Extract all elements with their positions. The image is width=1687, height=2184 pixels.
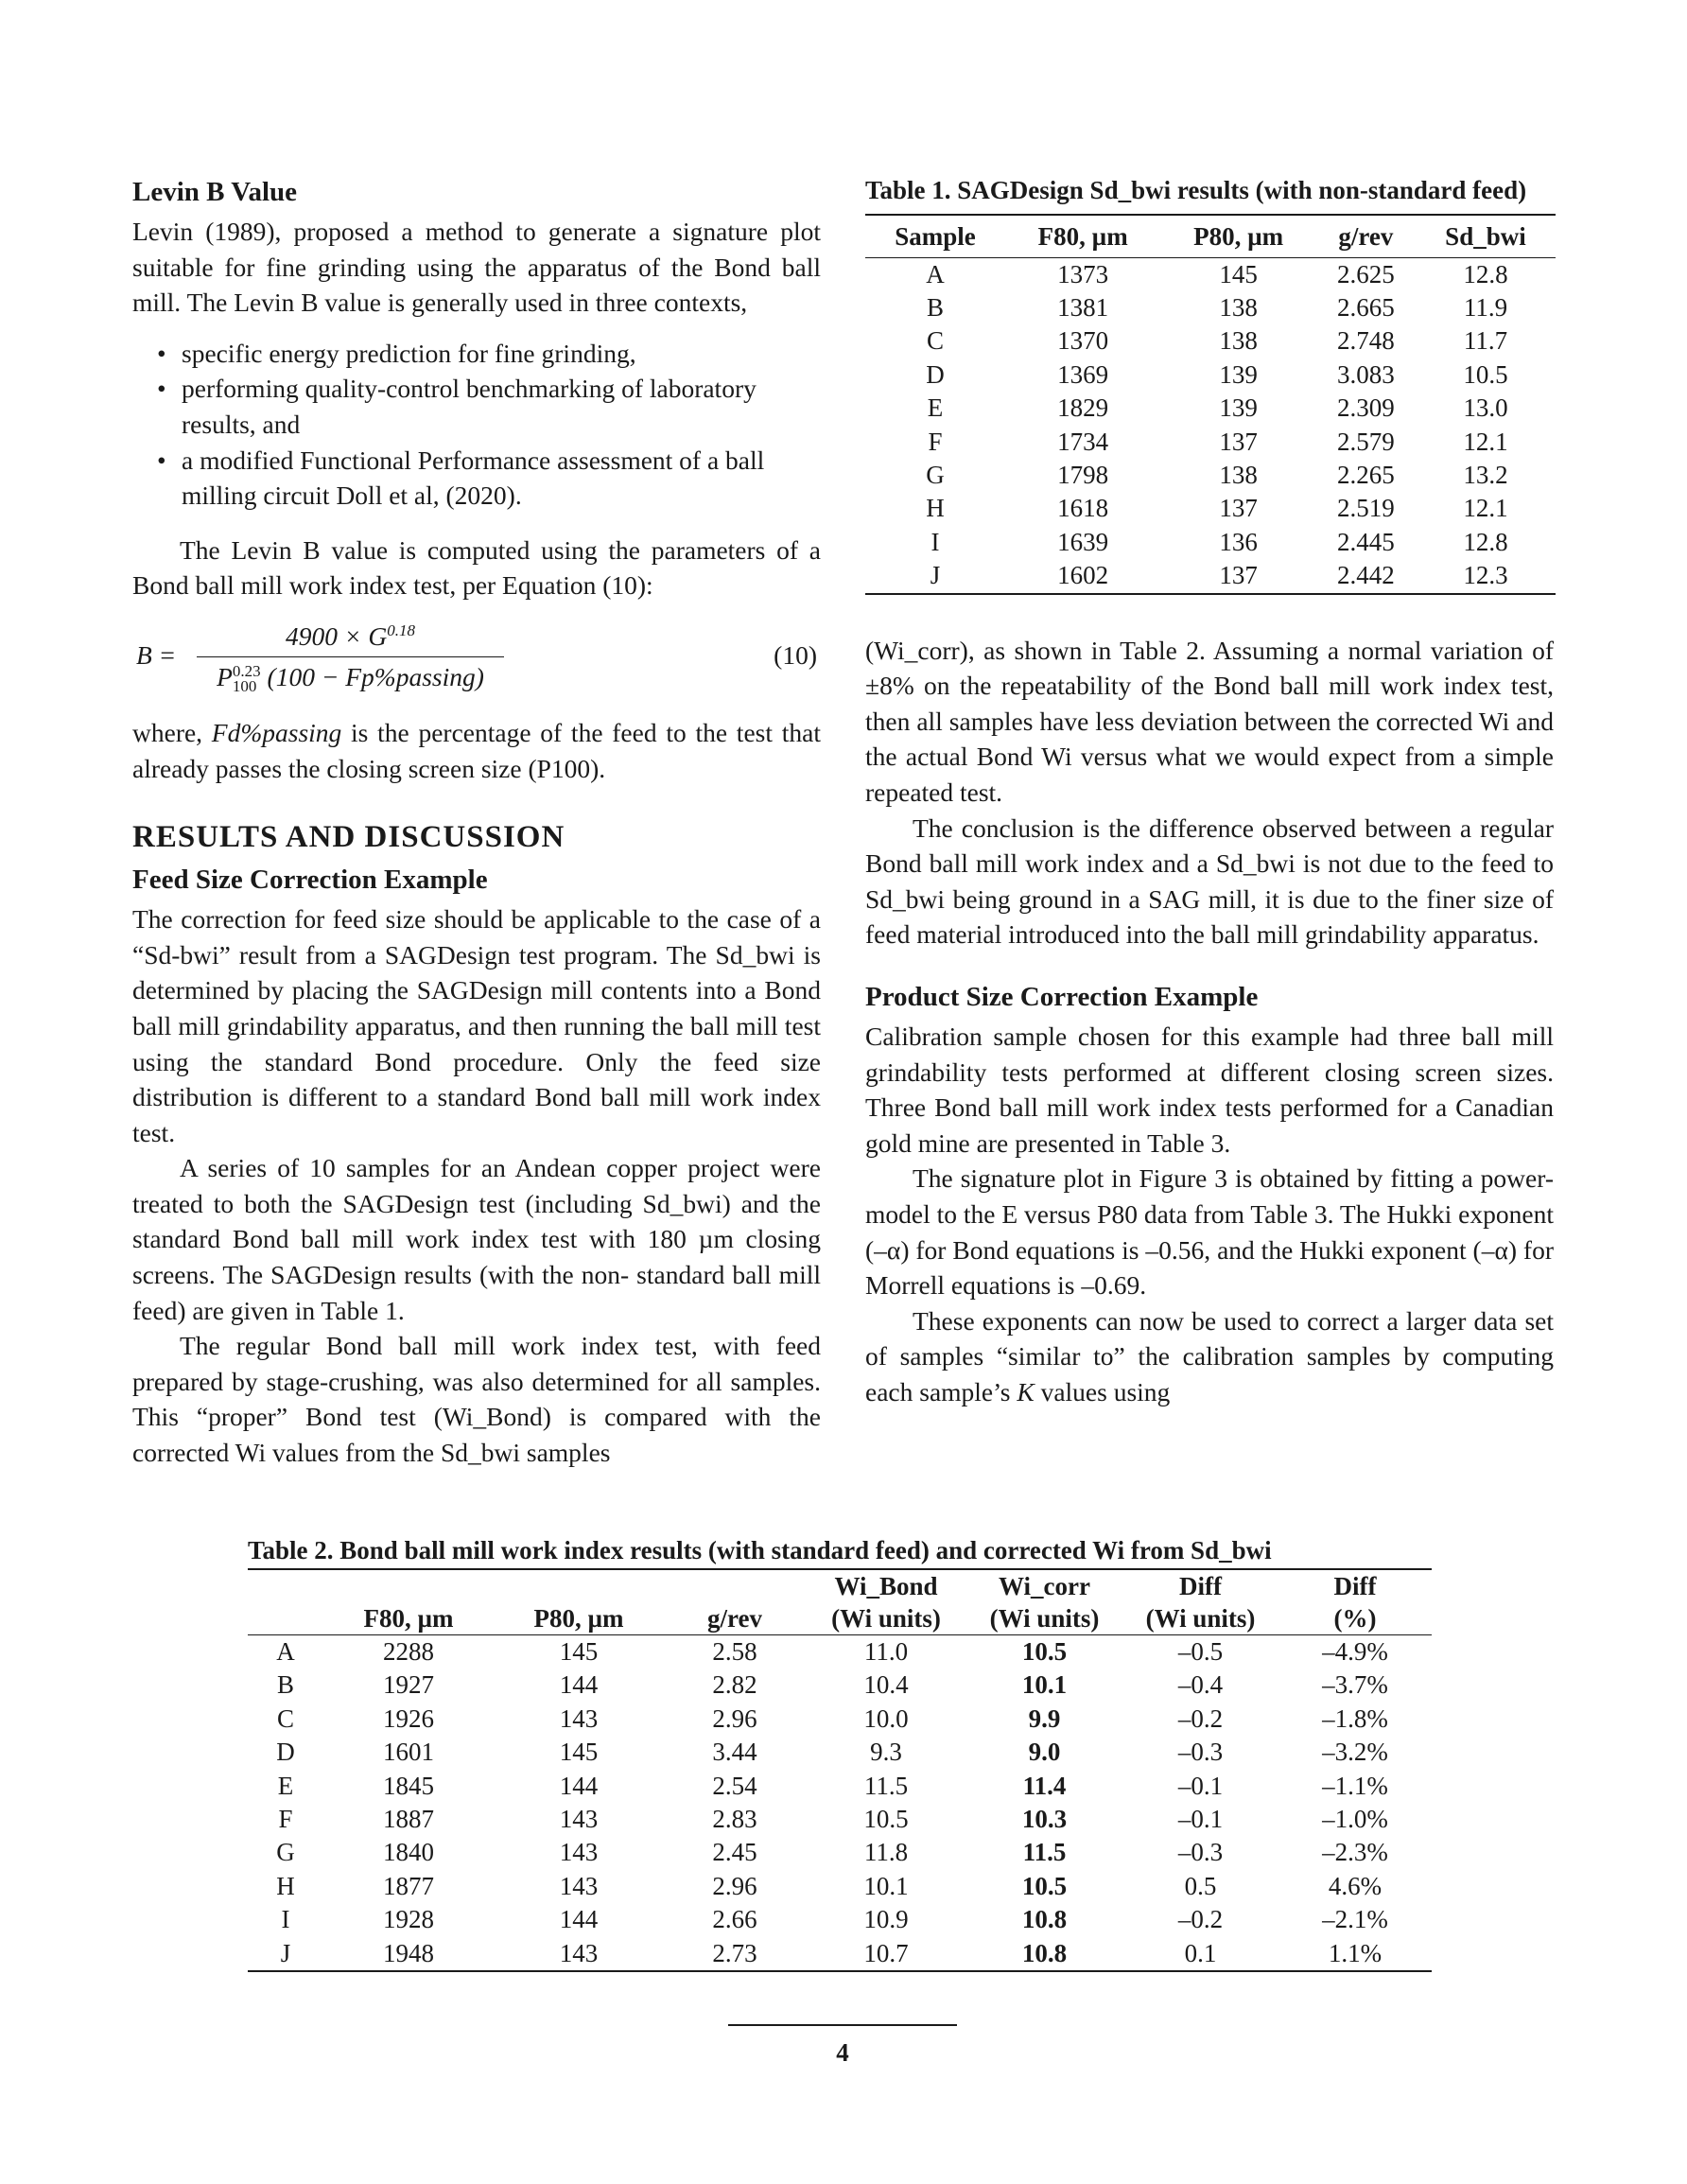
table-cell: –0.1 [1177,1771,1224,1800]
table-cell: 10.3 [1021,1805,1068,1834]
table-cell: 136 [1219,527,1258,556]
table-cell: –0.5 [1177,1637,1224,1666]
table-cell: –2.1% [1322,1905,1388,1934]
table-header-cell: Diff [1278,1569,1432,1602]
table-cell: D [926,359,945,389]
table-cell: A [276,1637,295,1666]
table-cell: 13.0 [1463,393,1508,423]
numerator-base: 4900 × G [286,621,388,652]
table-row [865,392,1556,425]
table-cell: 10.4 [863,1670,909,1700]
table-cell: 4.6% [1328,1871,1383,1900]
table-2 [248,1534,1432,1972]
table-cell: G [926,461,945,490]
table-cell: 144 [559,1670,599,1700]
right-column [865,174,1554,1410]
table-cell: 10.1 [1021,1670,1068,1700]
denominator-base: P [217,661,233,691]
table-cell: 145 [1219,259,1258,288]
table-row [248,1770,1432,1803]
table-cell: E [927,393,944,423]
table-cell: J [248,1937,323,1971]
table-cell: H [276,1871,295,1900]
table-cell: 1948 [323,1937,494,1971]
table-cell: 9.9 [1028,1704,1061,1733]
bullet-item: • a modified Functional Performance assessment of a ball milling circuit Doll et al, (2020). [182,443,821,514]
table-row [248,1635,1432,1669]
table-cell: 12.8 [1463,259,1508,288]
table-cell: 11.8 [863,1838,909,1867]
text-run: where, [132,717,212,747]
table-cell: 0.5 [1184,1871,1217,1900]
equation-number: (10) [774,639,817,670]
table-cell: 137 [1160,559,1315,593]
table-cell: 143 [559,1805,599,1834]
table-cell: C [926,326,944,356]
table-cell: 1370 [1057,326,1109,356]
table-cell: 2.83 [712,1805,757,1834]
table-cell: 2.445 [1337,527,1395,556]
paragraph: The signature plot in Figure 3 is obtained by fitting a power-model to the E versus P80 data from Table 3. The Hukki exponent (–α) for Bond equations is –0.56, and the Hukki exponent (–α) for Morrell equations is –0.69. [865,1163,1554,1301]
table-cell: 10.5 [1463,359,1508,389]
table-cell: 2.73 [664,1937,806,1971]
table-cell: 1734 [1057,427,1109,456]
table-cell: 1840 [383,1838,434,1867]
table-cell: 2.265 [1337,461,1395,490]
table-cell: 12.8 [1463,527,1508,556]
table-cell: 1927 [383,1670,434,1700]
table-cell: 1887 [383,1805,434,1834]
table-header-cell: Wi_corr [966,1569,1122,1602]
table-1-grid [865,214,1556,595]
table-header-cell [248,1569,323,1602]
bullet-list [132,336,821,514]
table-cell: 2.519 [1337,494,1395,523]
table-cell: –0.2 [1177,1905,1224,1934]
table-1 [865,174,1554,595]
equation-10 [132,613,821,704]
table-cell: 145 [559,1738,599,1767]
numerator-exponent: 0.18 [387,620,415,639]
table-header-cell: F80, µm [1005,215,1160,257]
table-cell: 1618 [1057,494,1109,523]
table-row [248,1836,1432,1869]
table-cell: 1928 [383,1905,434,1934]
table-cell: 1845 [383,1771,434,1800]
table-cell: 12.3 [1416,559,1556,593]
table-cell: –1.1% [1322,1771,1388,1800]
heading-feed-size-correction: Feed Size Correction Example [132,865,488,896]
table-2-grid [248,1568,1432,1972]
denominator-subscript: 100 [232,677,257,696]
table-cell: B [926,293,944,322]
table-cell: 2.54 [712,1771,757,1800]
table-cell: G [276,1838,295,1867]
table-cell: –4.9% [1322,1637,1388,1666]
table-cell: 2.45 [712,1838,757,1867]
table-cell: 143 [494,1937,664,1971]
table-row [248,1870,1432,1903]
table-cell: 1.1% [1278,1937,1432,1971]
table-cell: 1601 [383,1738,434,1767]
table-cell: 1639 [1057,527,1109,556]
table-header-cell: Diff [1122,1569,1278,1602]
heading-levin-b-value: Levin B Value [132,177,298,207]
table-cell: 10.5 [1021,1637,1068,1666]
table-header-cell: P80, µm [494,1602,664,1635]
table-cell: 139 [1219,393,1258,423]
left-column [132,174,821,1471]
table-cell: 1381 [1057,293,1109,322]
page-number: 4 [836,2038,849,2067]
table-cell: 10.8 [966,1937,1122,1971]
table-header-cell: P80, µm [1160,215,1315,257]
table-header-cell [664,1569,806,1602]
table-cell: 137 [1219,427,1258,456]
table-row [865,559,1556,593]
table-cell: 1798 [1057,461,1109,490]
table-cell: A [926,259,945,288]
table-cell: 144 [559,1905,599,1934]
text-run: is the percentage of the feed to the test that already passes the closing screen size (P100). [132,717,821,783]
table-header-cell [248,1602,323,1635]
table-header-cell: g/rev [664,1602,806,1635]
table-cell: 1602 [1005,559,1160,593]
table-cell: –2.3% [1322,1838,1388,1867]
table-cell: F [928,427,943,456]
table-cell: F [278,1805,293,1834]
table-cell: 143 [559,1838,599,1867]
table-cell: 2.96 [712,1704,757,1733]
table-cell: 1877 [383,1871,434,1900]
table-row [248,1669,1432,1702]
table-cell: 2.82 [712,1670,757,1700]
table-cell: 144 [559,1771,599,1800]
table-cell: 11.0 [863,1637,909,1666]
table-cell: 0.1 [1122,1937,1278,1971]
table-row [248,1703,1432,1736]
table-cell: 138 [1219,326,1258,356]
table-cell: –0.3 [1177,1838,1224,1867]
paragraph: A series of 10 samples for an Andean copper project were treated to both the SAGDesign test (including Sd_bwi) and the standard Bond ball mill work index test with 180 µm closing screens. The SAGDesign results (with the non- standard ball mill feed) are given in Table 1. [132,1153,821,1325]
paragraph [132,715,821,786]
table-cell: 2.58 [712,1637,757,1666]
table-row [248,1803,1432,1836]
table-cell: 13.2 [1463,461,1508,490]
table-cell: 139 [1219,359,1258,389]
table-cell: 1369 [1057,359,1109,389]
table-header-cell: (Wi units) [966,1602,1122,1635]
text-run: values using [1034,1376,1171,1406]
table-header-row [865,215,1556,257]
denominator-exponent: 0.23 [232,662,261,681]
table-cell: –0.2 [1177,1704,1224,1733]
denominator-rest: (100 − Fp%passing) [267,661,484,691]
table-cell: 10.1 [863,1871,909,1900]
table-cell: 11.5 [1022,1838,1067,1867]
table-row [248,1937,1432,1971]
table-cell: 2288 [383,1637,434,1666]
table-header-row [248,1602,1432,1635]
table-cell: 137 [1219,494,1258,523]
section-heading: RESULTS AND DISCUSSION [132,820,565,855]
table-cell: J [865,559,1005,593]
table-cell: 2.625 [1337,259,1395,288]
table-cell: 3.44 [712,1738,757,1767]
table-cell: I [281,1905,290,1934]
paragraph: The correction for feed size should be applicable to the case of a “Sd-bwi” result from a SAGDesign test program. The Sd_bwi is determined by placing the SAGDesign mill contents into a Bond ball mill grindability apparatus, and then running the ball mill test using the standard Bond procedure. Only the feed size distribution is different to a standard Bond ball mill work index test. [132,904,821,1147]
table-cell: 2.309 [1337,393,1395,423]
page-footer [728,2024,957,2070]
paragraph [865,1303,1554,1410]
table-header-cell: Sd_bwi [1416,215,1556,257]
paragraph: The conclusion is the difference observed between a regular Bond ball mill work index and a Sd_bwi is not due to the feed to Sd_bwi being ground in a SAG mill, it is due to the finer size of feed material introduced into the ball mill grindability apparatus. [865,812,1554,950]
paragraph: (Wi_corr), as shown in Table 2. Assuming a normal variation of ±8% on the repeatability of the Bond ball mill work index test, then all samples have less deviation between the corrected Wi and the actual Bond Wi versus what we would expect from a simple repeated test. [865,635,1554,808]
table-2-caption: Table 2. Bond ball mill work index results (with standard feed) and corrected Wi from Sd_bwi [248,1536,1272,1564]
table-cell: 138 [1219,293,1258,322]
table-cell: 143 [559,1704,599,1733]
table-cell: 10.5 [863,1805,909,1834]
table-row [865,492,1556,525]
table-cell: 10.5 [1021,1871,1068,1900]
table-cell: 143 [559,1871,599,1900]
table-cell: 2.748 [1337,326,1395,356]
table-1-caption: Table 1. SAGDesign Sd_bwi results (with non-standard feed) [865,176,1527,204]
equation-fraction [197,613,504,694]
table-cell: 10.0 [863,1704,909,1733]
table-cell: D [276,1738,295,1767]
table-cell: 2.442 [1316,559,1416,593]
table-cell: 12.1 [1463,427,1508,456]
equation-lhs: B = [136,639,177,670]
heading-product-size-correction: Product Size Correction Example [865,982,1259,1012]
table-row [865,291,1556,324]
table-header-cell: (Wi units) [806,1602,966,1635]
table-header-cell: g/rev [1316,215,1416,257]
table-cell: –0.3 [1177,1738,1224,1767]
table-row [865,358,1556,392]
table-header-cell [494,1569,664,1602]
table-header-row [248,1569,1432,1602]
table-cell: 11.7 [1463,326,1508,356]
table-cell: H [926,494,945,523]
table-cell: 2.579 [1337,427,1395,456]
table-row [865,459,1556,492]
table-cell: 10.7 [806,1937,966,1971]
footer-rule [728,2024,957,2026]
table-cell: 145 [559,1637,599,1666]
table-cell: –1.8% [1322,1704,1388,1733]
table-row [248,1736,1432,1769]
table-cell: –3.7% [1322,1670,1388,1700]
table-cell: I [930,527,940,556]
equation-numerator [197,613,504,657]
table-cell: 2.66 [712,1905,757,1934]
table-cell: 11.5 [863,1771,909,1800]
table-cell: 3.083 [1337,359,1395,389]
table-cell: –0.1 [1177,1805,1224,1834]
table-cell: 9.0 [1028,1738,1061,1767]
paragraph: The Levin B value is computed using the parameters of a Bond ball mill work index test, per Equation (10): [132,534,821,601]
text-run: These exponents can now be used to correct a larger data set of samples “similar to” the calibration samples by computing each sample’s [865,1305,1554,1406]
table-cell: 9.3 [870,1738,902,1767]
paragraph: The regular Bond ball mill work index test, with feed prepared by stage-crushing, was also determined for all samples. This “proper” Bond test (Wi_Bond) is compared with the corrected Wi values from the Sd_bwi samples [132,1331,821,1468]
paragraph: Calibration sample chosen for this example had three ball mill grindability tests performed at different closing screen sizes. Three Bond ball mill work index tests performed for a Canadian gold mine are presented in Table 3. [865,1022,1554,1158]
table-header-cell [323,1569,494,1602]
table-cell: 12.1 [1463,494,1508,523]
table-cell: –1.0% [1322,1805,1388,1834]
table-cell: –3.2% [1322,1738,1388,1767]
table-cell: 1373 [1057,259,1109,288]
table-cell: 2.96 [712,1871,757,1900]
table-row [865,257,1556,291]
bullet-item: • specific energy prediction for fine grinding, [182,336,821,372]
table-cell: 11.4 [1022,1771,1067,1800]
table-row [865,426,1556,459]
table-cell: B [276,1670,294,1700]
table-row [865,324,1556,358]
table-header-cell: Wi_Bond [806,1569,966,1602]
table-cell: E [277,1771,294,1800]
italic-term: Fd%passing [211,717,342,747]
table-row [248,1903,1432,1936]
table-cell: 10.8 [1021,1905,1068,1934]
table-header-cell: (Wi units) [1122,1602,1278,1635]
table-cell: 11.9 [1463,293,1508,322]
table-cell: C [276,1704,294,1733]
table-header-cell: F80, µm [323,1602,494,1635]
italic-term: K [1017,1376,1035,1406]
table-header-cell: Sample [865,215,1005,257]
table-cell: 2.665 [1337,293,1395,322]
table-cell: 138 [1219,461,1258,490]
table-cell: 10.9 [863,1905,909,1934]
bullet-item: • performing quality-control benchmarking of laboratory results, and [182,371,821,442]
table-row [865,526,1556,559]
table-header-cell: (%) [1278,1602,1432,1635]
table-cell: –0.4 [1177,1670,1224,1700]
equation-denominator [197,657,504,695]
paragraph: Levin (1989), proposed a method to generate a signature plot suitable for fine grinding using the apparatus of the Bond ball mill. The Levin B value is generally used in three contexts, [132,217,821,318]
table-cell: 1829 [1057,393,1109,423]
table-cell: 1926 [383,1704,434,1733]
